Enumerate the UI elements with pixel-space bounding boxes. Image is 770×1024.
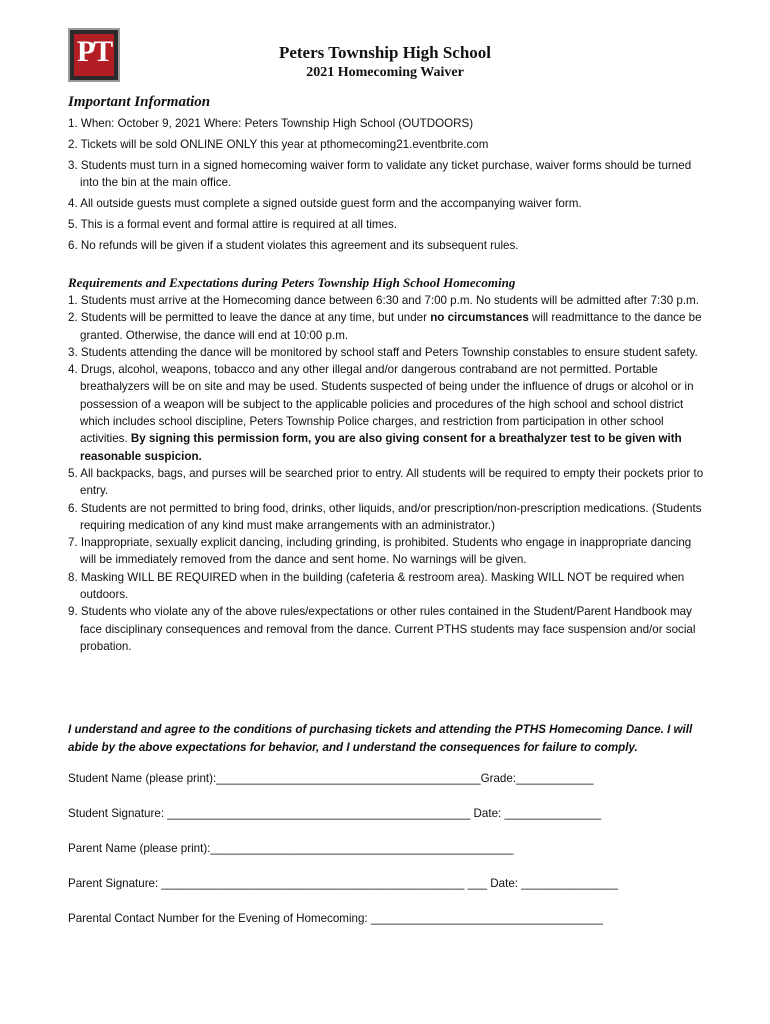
logo-text: PT bbox=[76, 35, 112, 68]
parent-name-field[interactable]: Parent Name (please print):_______________________________________________ bbox=[68, 842, 514, 855]
requirement-item: 1. Students must arrive at the Homecoming dance between 6:30 and 7:00 p.m. No students will be admitted after 7:30 p.m. bbox=[68, 294, 699, 307]
important-item: 2. Tickets will be sold ONLINE ONLY this year at pthomecoming21.eventbrite.com bbox=[68, 137, 489, 151]
parent-signature-field[interactable]: Parent Signature: _______________________________________________ ___ Date: _______________ bbox=[68, 877, 618, 890]
requirement-emphasis: By signing this permission form, you are also giving consent for a breathalyzer test to be given with reasonable suspicion. bbox=[80, 432, 682, 463]
requirement-item: 3. Students attending the dance will be monitored by school staff and Peters Township constables to ensure student safety. bbox=[68, 345, 698, 359]
requirement-emphasis: no circumstances bbox=[430, 311, 529, 325]
important-item: 3. Students must turn in a signed homecoming waiver form to validate any ticket purchase, waiver forms should be turned into the bin at the main office. bbox=[68, 158, 692, 190]
student-name-field[interactable]: Student Name (please print):_________________________________________Grade:____________ bbox=[68, 772, 594, 785]
requirement-item: 8. Masking WILL BE REQUIRED when in the building (cafeteria & restroom area). Masking WILL NOT be required when outdoors. bbox=[68, 570, 685, 602]
page-subtitle: 2021 Homecoming Waiver bbox=[306, 65, 464, 80]
important-heading: Important Information bbox=[68, 94, 211, 110]
requirement-item bbox=[68, 361, 708, 465]
requirement-item bbox=[68, 309, 708, 344]
requirement-item: 5. All backpacks, bags, and purses will be searched prior to entry. All students will be required to empty their pockets prior to entry. bbox=[68, 466, 704, 498]
requirement-text: will readmittance to the dance be granted. Otherwise, the dance will end at 10:00 p.m. bbox=[80, 311, 702, 342]
agreement-statement: I understand and agree to the conditions of purchasing tickets and attending the PTHS Homecoming Dance. I will abide by the above expectations for behavior, and I understand the consequences for failure to comply. bbox=[68, 723, 693, 754]
important-item: 5. This is a formal event and formal attire is required at all times. bbox=[68, 217, 398, 231]
page-title: Peters Township High School bbox=[278, 43, 492, 62]
requirement-item: 6. Students are not permitted to bring food, drinks, other liquids, and/or prescription/non-prescription medications. (Students requiring medication of any kind must make arrangements with an administrator.) bbox=[68, 501, 702, 532]
requirement-text: 4. Drugs, alcohol, weapons, tobacco and any other illegal and/or dangerous contraband are not permitted. Portable breathalyzers will be on site and may be used. Students suspected of being under the influence of drugs or alcohol or in possession of a weapon will be subject to the applicable policies and procedures of the high school and school district which includes school discipline, Peters Township Police charges, and restriction from participation in other school activities. bbox=[68, 363, 694, 446]
requirements-heading: Requirements and Expectations during Peters Township High School Homecoming bbox=[68, 275, 516, 290]
student-signature-field[interactable]: Student Signature: _______________________________________________ Date: _______________ bbox=[68, 807, 602, 820]
important-item: 1. When: October 9, 2021 Where: Peters Township High School (OUTDOORS) bbox=[68, 117, 474, 130]
important-item: 6. No refunds will be given if a student violates this agreement and its subsequent rules. bbox=[68, 238, 519, 252]
requirement-item: 7. Inappropriate, sexually explicit dancing, including grinding, is prohibited. Students who engage in inappropriate dancing will be immediately removed from the dance and sent home. No warnings will be given. bbox=[68, 536, 692, 567]
important-item: 4. All outside guests must complete a signed outside guest form and the accompanying waiver form. bbox=[68, 196, 582, 210]
parent-contact-field[interactable]: Parental Contact Number for the Evening of Homecoming: ____________________________________ bbox=[68, 912, 603, 925]
requirement-item: 9. Students who violate any of the above rules/expectations or other rules contained in the Student/Parent Handbook may face disciplinary consequences and removal from the dance. Current PTHS students may face suspension and/or social probation. bbox=[68, 605, 696, 653]
important-list bbox=[68, 115, 708, 258]
requirements-list bbox=[68, 292, 708, 655]
requirement-text: 2. Students will be permitted to leave the dance at any time, but under bbox=[68, 311, 431, 325]
